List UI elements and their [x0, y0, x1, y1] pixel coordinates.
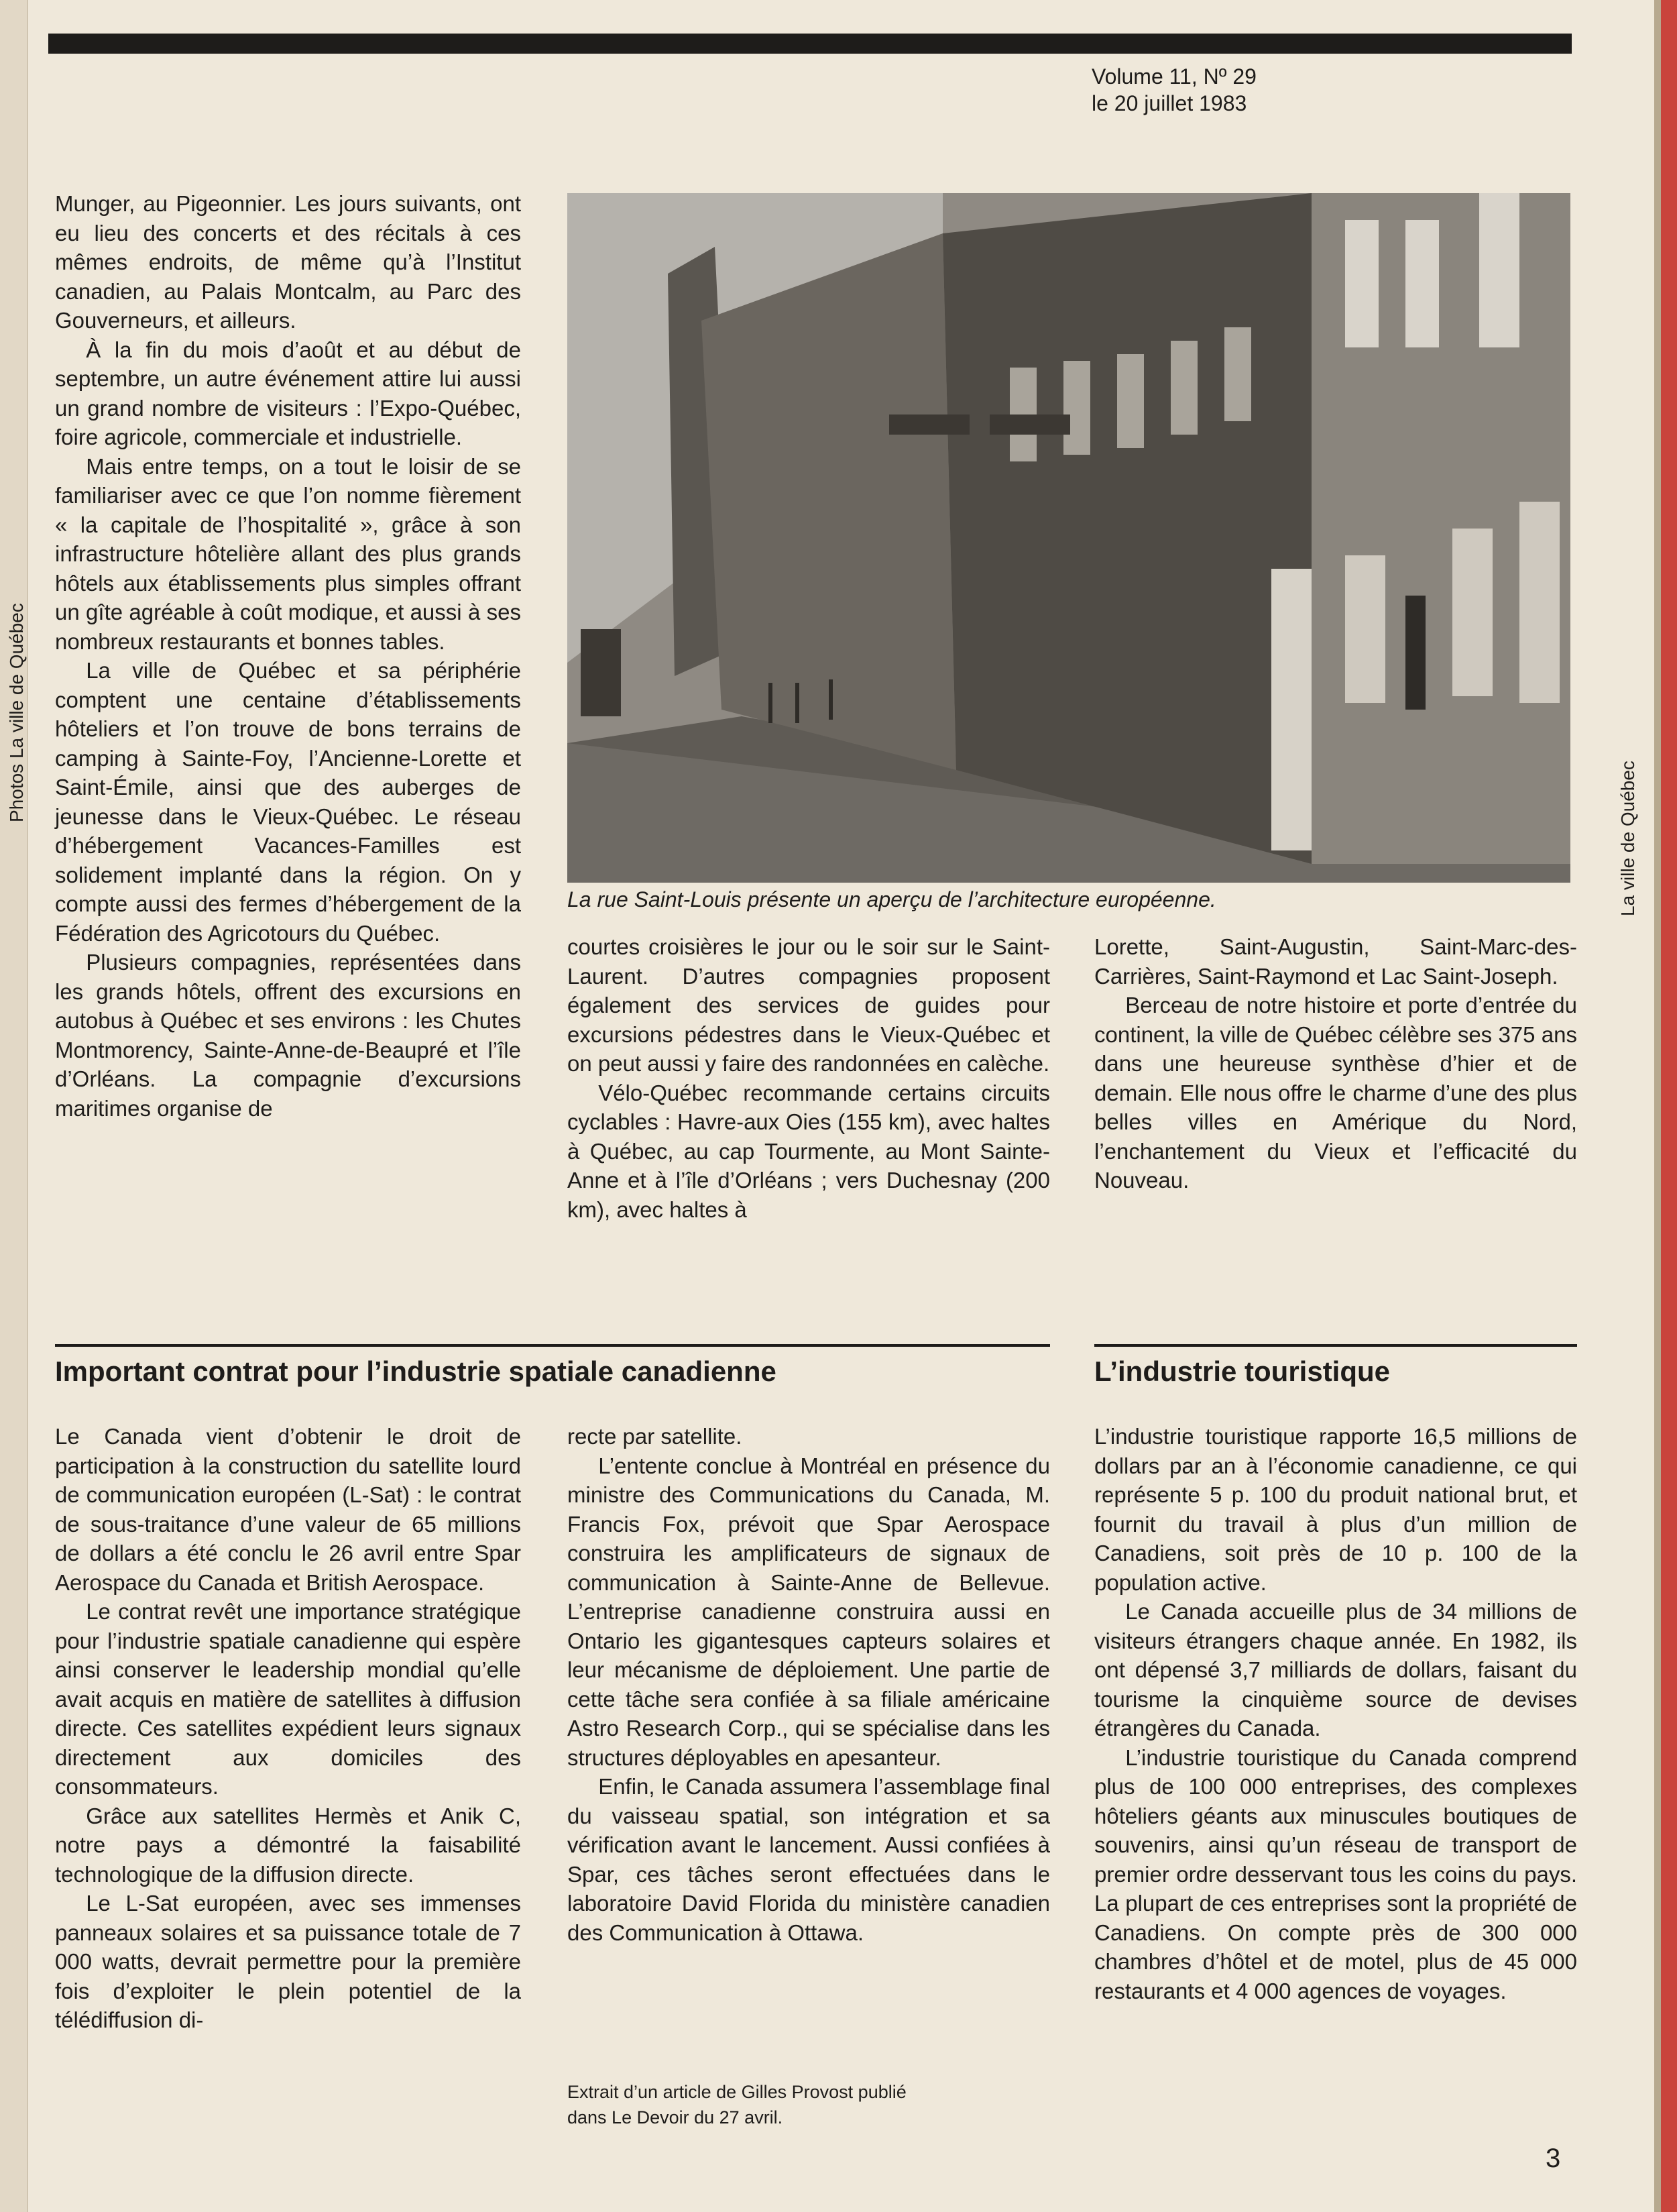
paragraph: Lorette, Saint-Augustin, Saint-Marc-des-Carrières, Saint-Raymond et Lac Saint-Joseph. — [1094, 934, 1577, 989]
article1-column2 — [567, 932, 1050, 1224]
paragraph: L’industrie touristique du Canada comprend plus de 100 000 entreprises, des complexes hôteliers géants aux minuscules boutiques de souvenirs, ainsi qu’un réseau de transport de premier ordre desservant tous les coins du pays. La plupart de ces entreprises sont la propriété de Canadiens. On compte près de 300 000 chambres d’hôtel et de motel, plus de 45 000 restaurants et 4 000 agences de voyages. — [1094, 1745, 1577, 2003]
paragraph: recte par satellite. — [567, 1424, 742, 1449]
paragraph: Munger, au Pigeonnier. Les jours suivants, ont eu lieu des concerts et des récitals à ces mêmes endroits, de même qu’à l’Institut canadien, au Palais Montcalm, au Parc des Gouverneurs, et ailleurs. — [55, 191, 521, 333]
article1-column3 — [1094, 932, 1577, 1195]
photo-caption: La rue Saint-Louis présente un aperçu de l’architecture européenne. — [567, 887, 1216, 911]
paragraph: Grâce aux satellites Hermès et Anik C, notre pays a démontré la faisabilité technologique de la diffusion directe. — [55, 1803, 521, 1887]
paragraph: Le contrat revêt une importance stratégique pour l’industrie spatiale canadienne qui espère ainsi conserver le leadership mondial qu’elle avait acquis en matière de satellites à diffusion directe. Ces satellites expédient leurs signaux directement aux domiciles des consommateurs. — [55, 1599, 521, 1799]
photo-credit-right: La ville de Québec — [1617, 761, 1638, 916]
source-line: Extrait d’un article de Gilles Provost publié — [567, 2082, 907, 2102]
header-rule — [48, 34, 1572, 54]
volume-number: Volume 11, Nº 29 — [1092, 64, 1257, 89]
paragraph: La ville de Québec et sa périphérie comptent une centaine d’établissements hôteliers et l’on trouve de bons terrains de camping à Sainte-Foy, l’Ancienne-Lorette et Saint-Émile, ainsi que des auberges de jeunesse dans le Vieux-Québec. Le réseau d’hébergement Vacances-Familles est solidement implanté dans la région. On y compte aussi des fermes d’hébergement de la Fédération des Agricotours du Québec. — [55, 658, 521, 946]
paragraph: Enfin, le Canada assumera l’assemblage final du vaisseau spatial, son intégration et sa vérification avant le lancement. Aussi confiées à Spar, ces tâches seront effectuées dans le laboratoire David Florida du ministère canadien des Communication à Ottawa. — [567, 1774, 1050, 1945]
paragraph: Plusieurs compagnies, représentées dans les grands hôtels, offrent des excursions en autobus à Québec et ses environs : les Chutes Montmorency, Sainte-Anne-de-Beaupré et l’île d’Orléans. La compagnie d’excursions maritimes organise de — [55, 950, 521, 1121]
article2-source — [567, 2079, 1050, 2130]
paragraph: Vélo-Québec recommande certains circuits cyclables : Havre-aux Oies (155 km), avec haltes à Québec, au cap Tourmente, au Mont Sainte-Anne et à l’île d’Orléans ; vers Duchesnay (200 km), avec haltes à — [567, 1080, 1050, 1222]
article2-column2 — [567, 1422, 1050, 1947]
paragraph: Le Canada vient d’obtenir le droit de participation à la construction du satellite lourd de communication européen (L-Sat) : le contrat de sous-traitance d’une valeur de 65 millions de dollars a été conclu le 26 avril entre Spar Aerospace du Canada et British Aerospace. — [55, 1424, 521, 1595]
previous-page-edge — [0, 0, 28, 2212]
article2-headline: Important contrat pour l’industrie spatiale canadienne — [55, 1356, 776, 1387]
issue-date: le 20 juillet 1983 — [1092, 91, 1247, 115]
street-photo-image — [567, 193, 1570, 883]
paragraph: Berceau de notre histoire et porte d’entrée du continent, la ville de Québec célèbre ses 375 ans dans une heureuse synthèse d’hier et de demain. Elle nous offre le charme d’une des plus belles villes en Amérique du Nord, l’enchantement du Vieux et l’efficacité du Nouveau. — [1094, 993, 1577, 1193]
paragraph: Mais entre temps, on a tout le loisir de se familiariser avec ce que l’on nomme fièrement « la capitale de l’hospitalité », grâce à son infrastructure hôtelière allant des plus grands hôtels aux établissements plus simples offrant un gîte agréable à coût modique, et aussi à ses nombreux restaurants et bonnes tables. — [55, 453, 521, 654]
article1-column1 — [55, 189, 521, 1123]
paragraph: À la fin du mois d’août et au début de septembre, un autre événement attire lui aussi un grand nombre de visiteurs : l’Expo-Québec, foire agricole, commerciale et industrielle. — [55, 337, 521, 449]
photo-credit-left: Photos La ville de Québec — [6, 603, 27, 822]
article3-column — [1094, 1422, 1577, 2005]
paragraph: Le L-Sat européen, avec ses immenses panneaux solaires et sa puissance totale de 7 000 watts, devrait permettre pour la première fois d’exploiter le plein potentiel de la télédiffusion di- — [55, 1891, 521, 2032]
source-line: dans Le Devoir du 27 avril. — [567, 2107, 783, 2127]
page-stack-edge — [1654, 0, 1661, 2212]
paragraph: L’industrie touristique rapporte 16,5 millions de dollars par an à l’économie canadienne, ce qui représente 5 p. 100 du produit national brut, et fournit du travail à plus d’un million de Canadiens, soit près de 10 p. 100 de la population active. — [1094, 1424, 1577, 1595]
issue-info — [1092, 63, 1257, 117]
paragraph: Le Canada accueille plus de 34 millions de visiteurs étrangers chaque année. En 1982, ils ont dépensé 3,7 milliards de dollars, faisant du tourisme la cinquième source de devises étrangères du Canada. — [1094, 1599, 1577, 1740]
article2-column1 — [55, 1422, 521, 2035]
street-photo — [567, 193, 1570, 883]
paragraph: courtes croisières le jour ou le soir sur le Saint-Laurent. D’autres compagnies proposent également des services de guides pour excursions pédestres dans le Vieux-Québec et on peut aussi y faire des randonnées en calèche. — [567, 934, 1050, 1076]
article3-rule — [1094, 1344, 1577, 1347]
binding-edge — [1661, 0, 1677, 2212]
paragraph: L’entente conclue à Montréal en présence du ministre des Communications du Canada, M. Francis Fox, prévoit que Spar Aerospace construira les amplificateurs de signaux de communication à Sainte-Anne de Bellevue. L’entreprise canadienne construira aussi en Ontario les gigantesques capteurs solaires et leur mécanisme de déploiement. Une partie de cette tâche sera confiée à sa filiale américaine Astro Research Corp., qui se spécialise dans les structures déployables en apesanteur. — [567, 1453, 1050, 1770]
page-number: 3 — [1546, 2144, 1561, 2173]
article3-headline: L’industrie touristique — [1094, 1356, 1391, 1387]
article2-rule — [55, 1344, 1050, 1347]
